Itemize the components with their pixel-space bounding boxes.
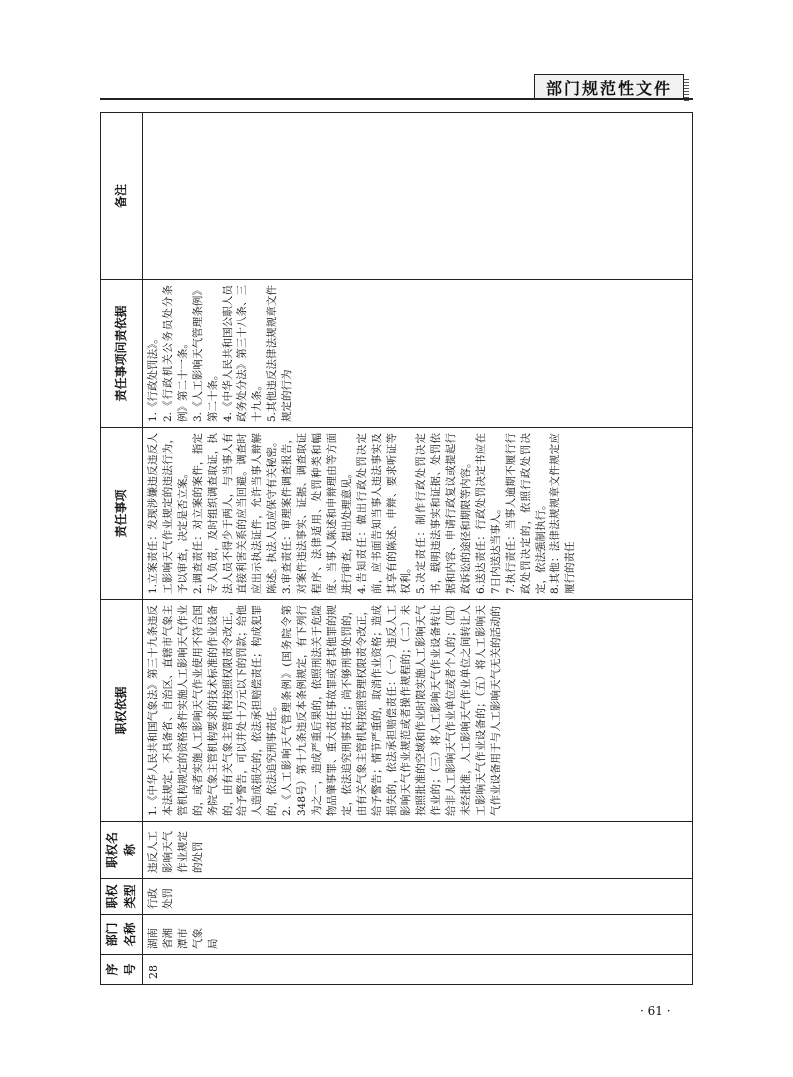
duty-item: 1.立案责任：发现涉嫌违反违反人工影响天气作业规定的违法行为，予以审查，决定是否立案。 (147, 433, 189, 594)
cell-name (143, 822, 693, 879)
header-remark: 备注 (101, 113, 143, 280)
duty-item: 3.审查责任：审理案件调查报告，对案件违法事实、证据、调查取证程序、法律适用、处罚种类和幅度、当事人陈述和申辩理由等方面进行审查，提出处理意见。 (281, 433, 353, 594)
header-name: 职权名称 (101, 822, 143, 879)
duty-basis-item: 3.《人工影响天气管理条例》第二十条。 (191, 285, 219, 422)
duty-basis-item: 5.其他违反法律法规规章文件规定的行为 (266, 285, 294, 422)
power-list-table (100, 112, 693, 985)
name-text: 违反人工影响天气作业规定的处罚 (147, 831, 204, 873)
basis-item: 2.《人工影响天气管理条例》(国务院令第348号）第十九条违反本条例规定，有下列行为之一，造成严重后果的，依照刑法关于危险物品肇事罪、重大责任事故罪或者其他罪的规定，依法追究刑事责任；尚不够刑事处罚的，由有关气象主管机构按照管理权限责令改正，给予警告；情节严重的，取消作业资格；造成损失的，依法承担赔偿责任：（一）违反人工影响天气作业规范或者操作规程的；（二）未按照批准的空域和作业时限实施人工影响天气作业的；（三）将人工影响天气作业设备转让给非人工影响天气作业单位或者个人的；（四）未经批准，人工影响天气作业单位之间转让人工影响天气作业设备的；（五）将人工影响天气作业设备用于与人工影响天气无关的活动的 (281, 605, 502, 816)
page-number: · 61 · (640, 1004, 671, 1018)
duty-item: 4.告知责任：做出行政处罚决定前，应书面告知当事人违法事实及其享有的陈述、申辩、要求听证等权利。 (355, 433, 413, 594)
table-area (100, 113, 693, 985)
cell-duty (143, 428, 693, 600)
duty-item: 2.调查责任：对立案的案件，指定专人负责，及时组织调查取证，执法人员不得少于两人，与当事人有直接利害关系的应当回避。调查时应出示执法证件，允许当事人辩解陈述。执法人员应保守有关秘密。 (191, 433, 279, 594)
header-type: 职权类型 (101, 879, 143, 915)
header-duty: 责任事项 (101, 428, 143, 600)
cell-remark (143, 113, 693, 280)
header-duty-basis: 责任事项问责依据 (101, 280, 143, 428)
document-type-badge: 部门规范性文件 (534, 74, 684, 100)
cell-seq: 28 (143, 955, 693, 985)
cell-basis (143, 600, 693, 822)
header-basis: 职权依据 (101, 600, 143, 822)
cell-duty-basis (143, 280, 693, 428)
header-rule (100, 98, 693, 100)
cell-type (143, 879, 693, 915)
duty-item: 8.其他：法律法规规章文件规定应履行的责任 (549, 433, 577, 594)
rotated-table-wrapper (100, 113, 693, 985)
duty-basis-item: 2.《行政机关公务员处分条例》第二十一条。 (161, 285, 189, 422)
table-header-row (101, 113, 143, 985)
header-seq: 序号 (101, 955, 143, 985)
duty-basis-item: 4.《中华人民共和国公职人员政务处分法》第三十八条、三十九条。 (221, 285, 264, 422)
table-row (143, 113, 693, 985)
duty-item: 5.决定责任：制作行政处罚决定书，载明违法事实和证据、处罚依据和内容、申请行政复议或提起行政诉讼的途径和期限等内容。 (415, 433, 473, 594)
duty-item: 7.执行责任：当事人逾期不履行行政处罚决定的，依照行政处罚决定，依法强制执行。 (504, 433, 547, 594)
type-text: 行政处罚 (147, 888, 174, 909)
basis-item: 1.《中华人民共和国气象法》第三十九条违反本法规定，不具备省、自治区、直辖市气象主管机构规定的资格条件实施人工影响天气作业的，或者实施人工影响天气作业使用不符合国务院气象主管机构要求的技术标准的作业设备的，由有关气象主管机构按照权限责令改正，给予警告，可以并处十万元以下的罚款；给他人造成损失的，依法承担赔偿责任；构成犯罪的，依法追究刑事责任。 (147, 605, 279, 816)
header-dept: 部门名称 (101, 915, 143, 955)
cell-dept (143, 915, 693, 955)
dept-text: 湖南省湘潭市气象局 (147, 928, 219, 949)
duty-item: 6.送达责任：行政处罚决定书应在7日内送达当事人。 (474, 433, 502, 594)
duty-basis-item: 1.《行政处罚法》。 (147, 333, 159, 422)
